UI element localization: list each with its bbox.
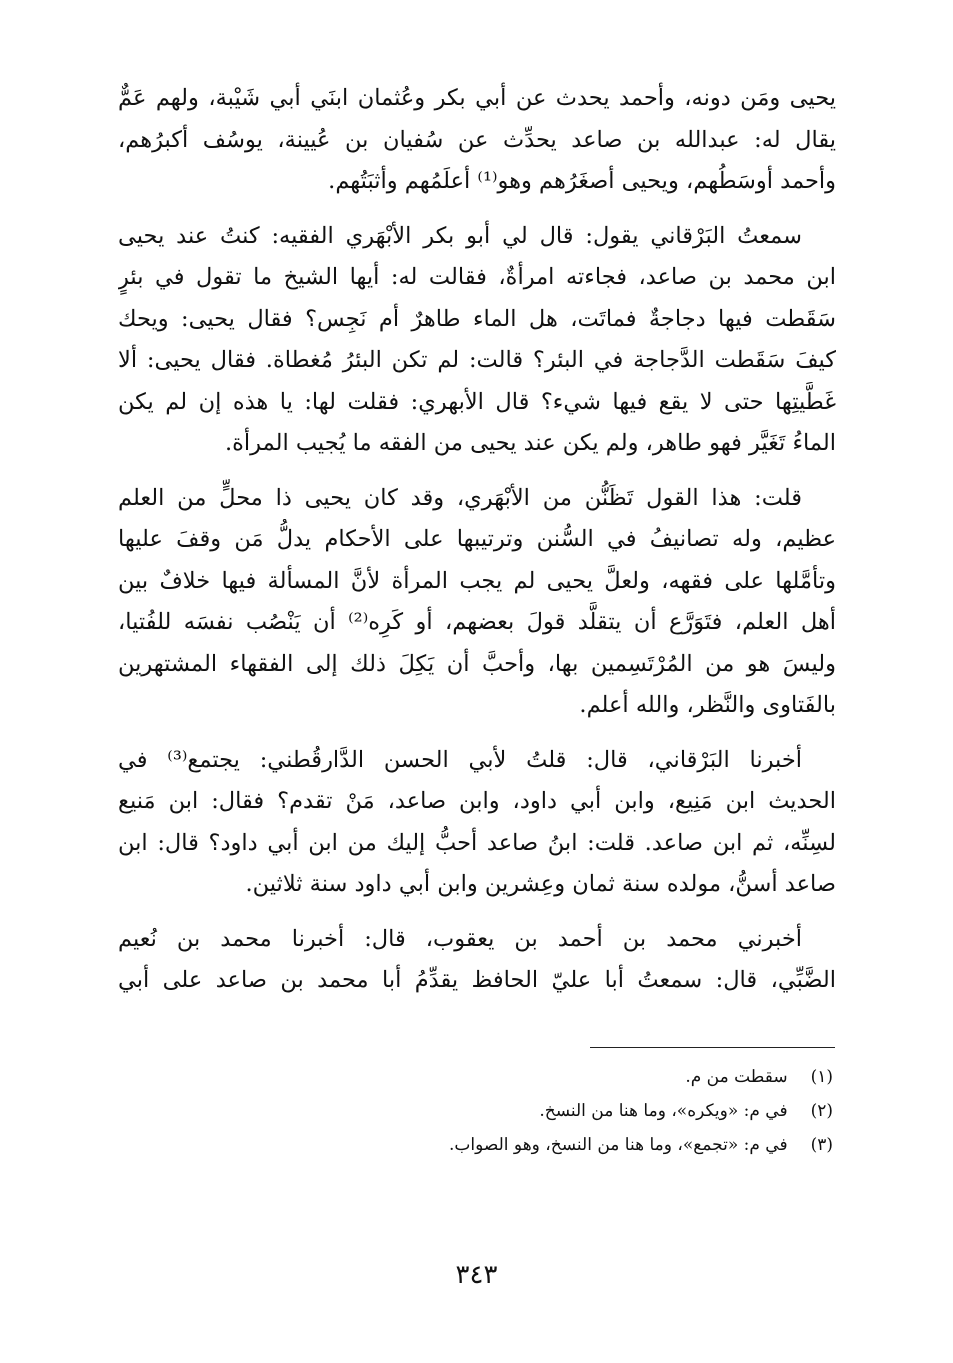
page-number: ٣٤٣ — [455, 1260, 498, 1290]
text-line: أهل العلم، فتَوَرَّع أن يتقلَّد قولَ بعضهم، أو كَرِه⁽²⁾ أن يَنْصُب نفسَه للفُتيا، — [118, 609, 836, 635]
text-line: كيفَ سَقَطت الدَّجاجة في البئر؟ قالت: لم تكن البئرُ مُغطاة. فقال يحيى: ألا — [118, 347, 836, 373]
paragraph-2 — [118, 216, 836, 465]
footnote-divider — [590, 1047, 835, 1048]
text-line: وتأمَّلها على فقهه، ولعلَّ يحيى لم يجب المرأة لأنَّ المسألة فيها خلافٌ بين — [118, 567, 836, 594]
text-line: سَقَطت فيها دجاجةٌ فماتَت، هل الماء طاهرٌ أم نَجِس؟ فقال يحيى: ويحك — [118, 305, 836, 332]
footnote-text: في م: «ويكره»، وما هنا من النسخ. — [539, 1101, 788, 1121]
text-line: وأحمد أوسَطُهم، ويحيى أصغَرُهم وهو⁽¹⁾ أعلَمُهم وأثبَتُهم. — [328, 168, 836, 194]
text-line: أخبرنا البَرْقاني، قال: قلتُ لأبي الحسن الدَّارقُطني: يجتمع⁽³⁾ في — [118, 746, 803, 773]
footnotes — [233, 1060, 833, 1162]
text-line: أخبرني محمد بن أحمد بن يعقوب، قال: أخبرنا محمد بن نُعيم — [118, 925, 802, 952]
footnote-number: (٣) — [810, 1135, 833, 1155]
footnote-number: (٢) — [810, 1101, 833, 1121]
text-line: صاعد أسنُّ، مولده سنة ثمان وعِشرين وابن أبي داود سنة ثلاثين. — [245, 871, 836, 897]
text-line: الحديث ابن مَنِيع، وابن أبي داود، وابن صاعد، مَنْ تقدم؟ فقال: ابن مَنيع — [118, 788, 836, 814]
footnote-3 — [233, 1128, 833, 1162]
paragraph-5 — [118, 919, 836, 1002]
text-line: الضَّبِّي، قال: سمعتُ أبا عليّ الحافظ يقدِّمُ أبا محمد بن صاعد على أبي — [118, 967, 836, 993]
paragraph-4 — [118, 740, 836, 906]
page-body — [118, 78, 836, 1015]
text-line: الماءُ تَغَيَّر فهو طاهر، ولم يكن عند يحيى من الفقه ما يُجيب المرأة. — [224, 430, 836, 456]
text-line: وليسَ هو من المُرْتَسِمين بها، وأحبَّ أن يَكِلَ ذلك إلى الفقهاء المشتهرين — [118, 650, 836, 677]
footnote-1 — [233, 1060, 833, 1094]
footnote-number: (١) — [810, 1067, 833, 1087]
text-line: يحيى ومَن دونه، وأحمد يحدث عن أبي بكر وعُثمان ابنَي أبي شَيْبة، ولهم عَمٌّ — [118, 85, 836, 111]
text-line: سمعتُ البَرْقاني يقول: قال لي أبو بكر الأبْهَري الفقيه: كنتُ عند يحيى — [118, 222, 802, 249]
footnote-text: سقطت من م. — [685, 1067, 788, 1087]
text-line: لسِنِّه، ثم ابن صاعد. قلت: ابنُ صاعد أحبُّ إليك من ابن أبي داود؟ قال: ابن — [118, 829, 836, 856]
text-line: يقال له: عبدالله بن صاعد يحدِّث عن سُفيان بن عُيينة، يوسُف أكبرُهم، — [118, 126, 836, 153]
text-line: بالفَتاوى والنَّظر، والله أعلم. — [579, 692, 836, 718]
text-line: عظيم، وله تصانيفُ في السُّنن وترتيبها على الأحكام يدلُّ مَن وقفَ عليها — [118, 526, 836, 552]
footnote-2 — [233, 1094, 833, 1128]
text-line: قلت: هذا القول تَظَنُّن من الأبْهَري، وقد كان يحيى ذا محلٍّ من العلم — [118, 484, 802, 511]
footnote-text: في م: «تجمع»، وما هنا من النسخ، وهو الصواب. — [448, 1135, 788, 1155]
text-line: غَطَّيتِها حتى لا يقع فيها شيء؟ قال الأبهري: فقلت لها: يا هذه إن لم يكن — [118, 388, 836, 415]
text-line: ابن محمد بن صاعد، فجاءته امرأةٌ، فقالت له: أيها الشيخ ما تقول في بئرٍ — [118, 264, 836, 290]
paragraph-3 — [118, 478, 836, 727]
paragraph-1 — [118, 78, 836, 203]
